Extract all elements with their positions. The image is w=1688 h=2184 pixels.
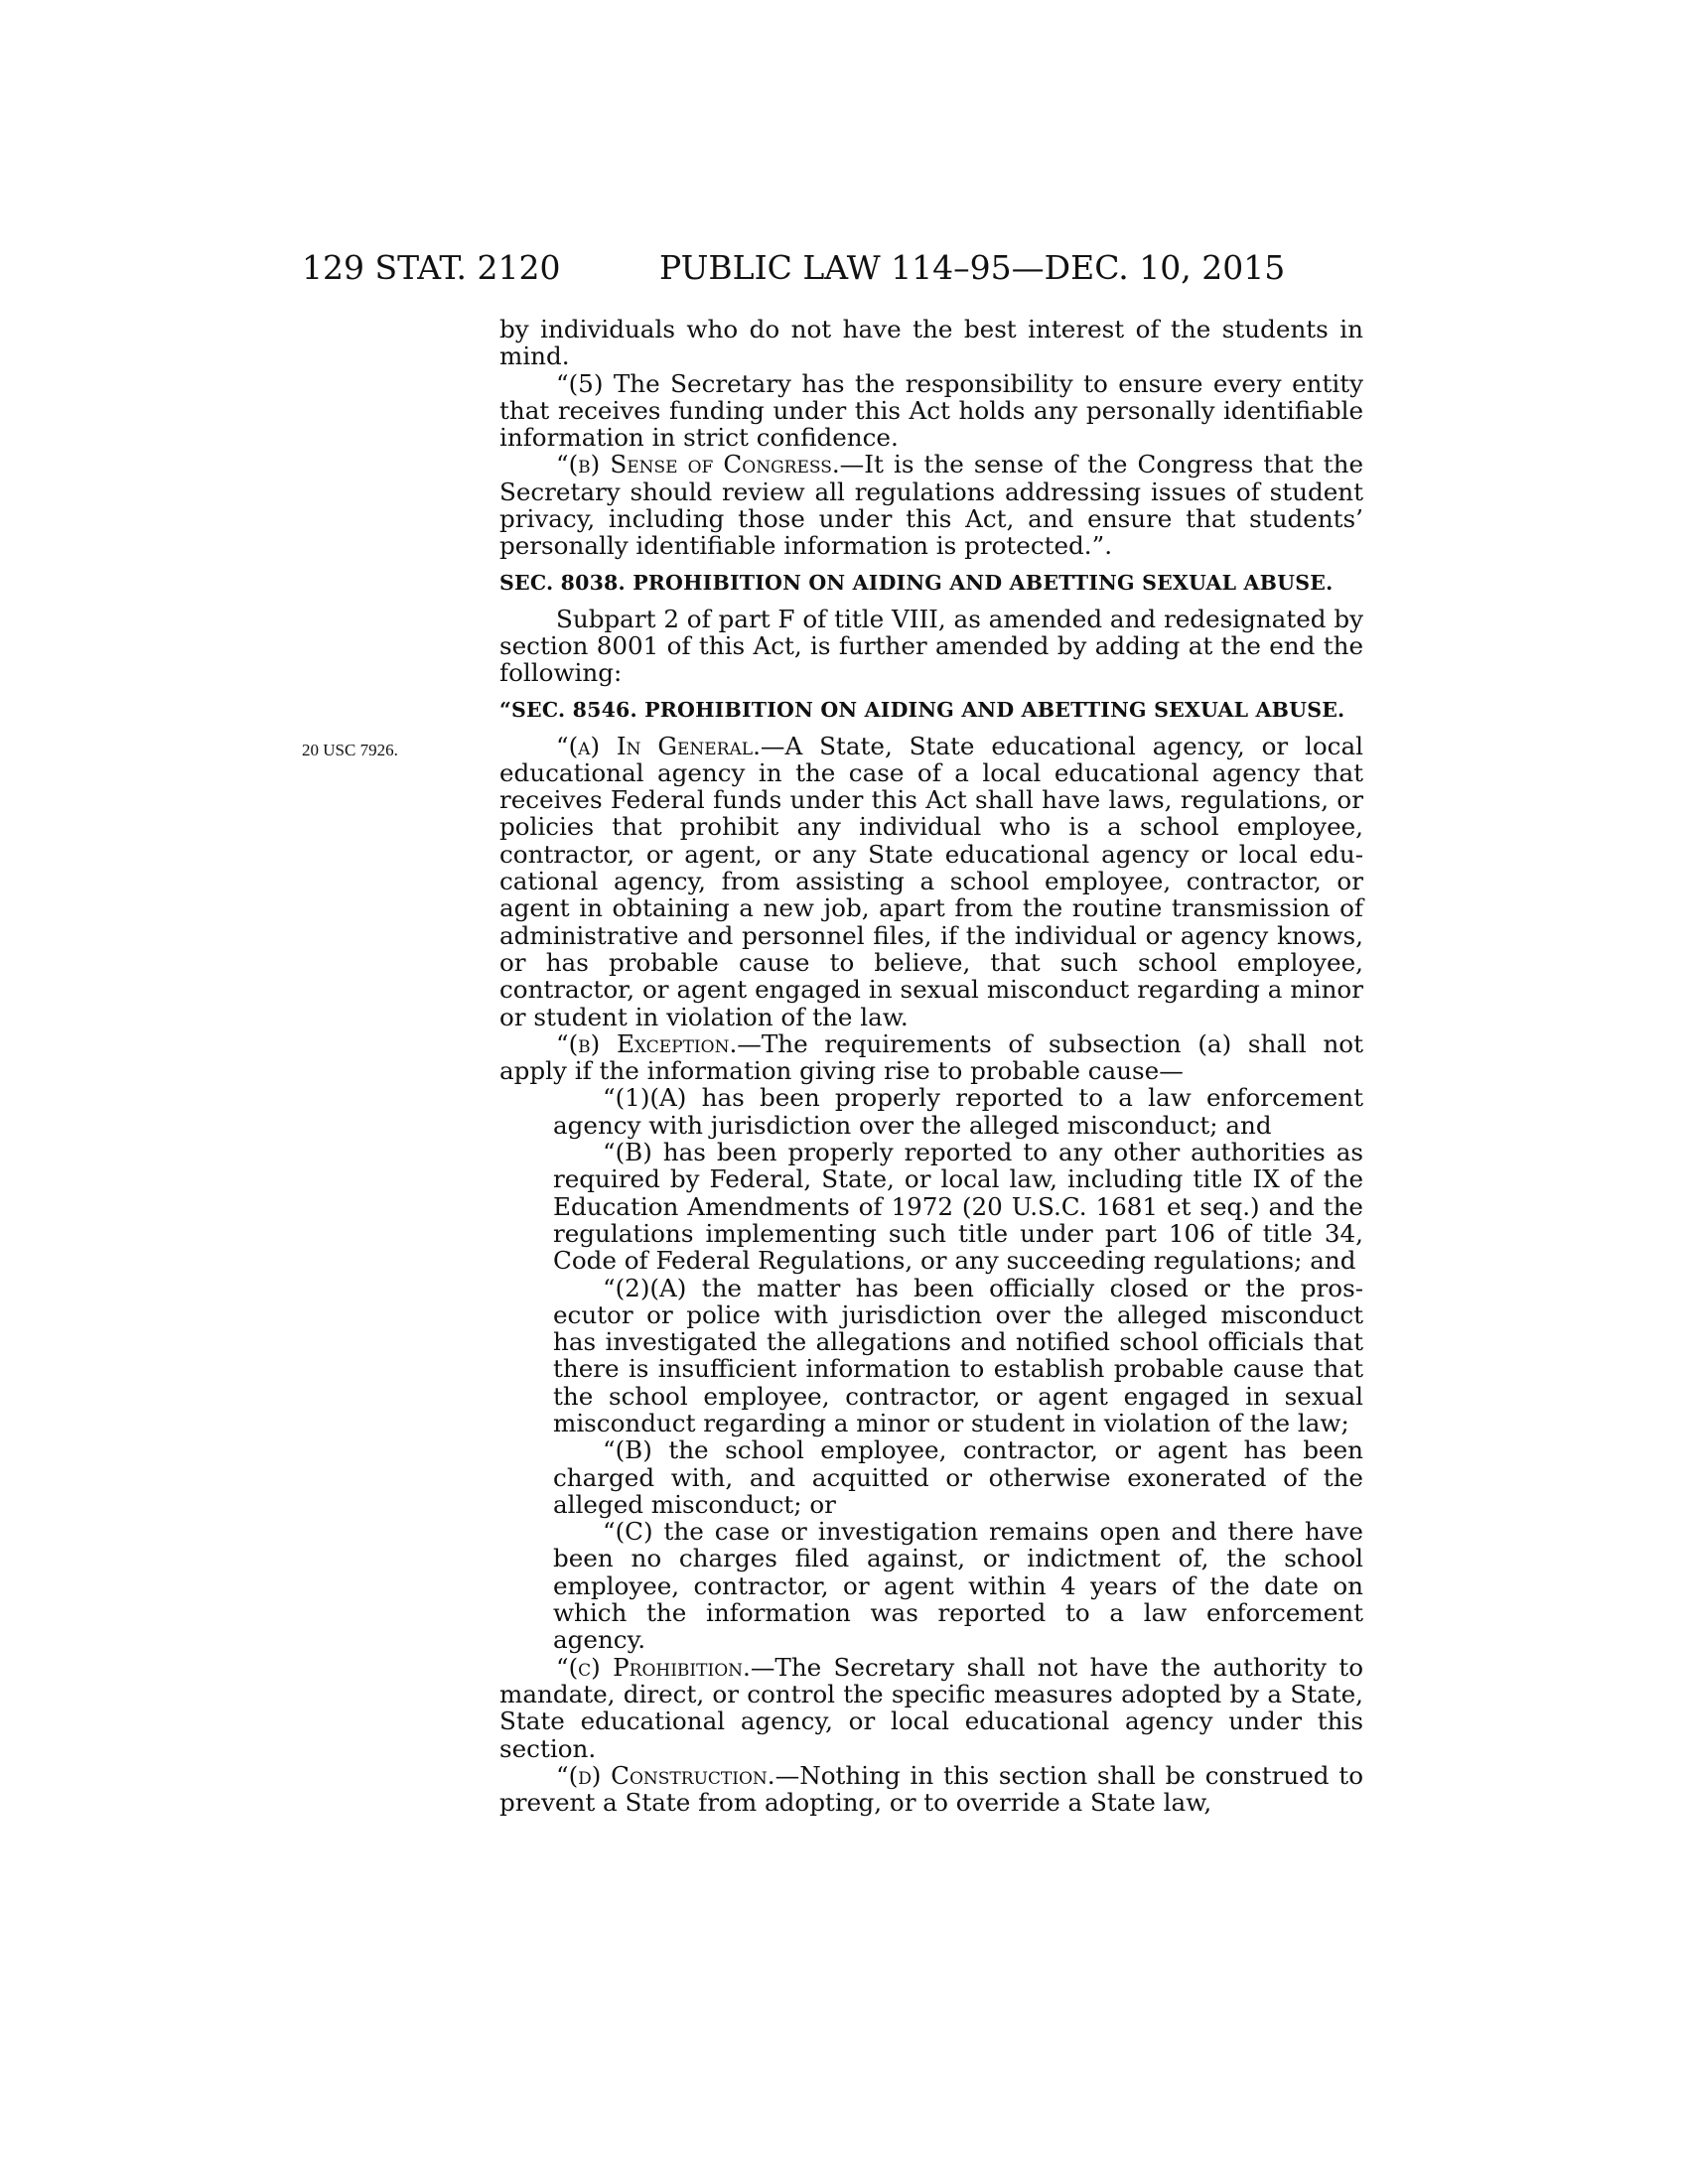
subsection-heading: “(c) Prohibition.: [556, 1652, 751, 1682]
stat-reference: 129 STAT. 2120: [302, 248, 561, 287]
paragraph: [499, 451, 1363, 559]
clause: “(B) has been properly reported to any other authorities as required by Federal, State, or local law, including title IX of the Education Amendments of 1972 (20 U.S.C. 1681 et seq.) and the regulations implementing such title under part 106 of title 34, Code of Federal Regulations, or any succeeding regulations; and: [553, 1138, 1363, 1276]
paragraph: [499, 1654, 1363, 1762]
paragraph: by individuals who do not have the best interest of the students in mind.: [499, 315, 1363, 371]
paragraph: [499, 733, 1363, 1030]
statute-text: [499, 316, 1363, 1816]
subsection-text: —It is the sense of the Congress that the Secretary should review all regulations addressing issues of student privacy, including those under this Act, and ensure that students’ personally identifiable information is protected.”.: [499, 450, 1363, 561]
subsection-text: —The requirements of subsection (a) shall not apply if the information giving rise to probable cause—: [499, 1028, 1363, 1086]
page-header: [302, 244, 1374, 292]
paragraph: Subpart 2 of part F of title VIII, as amended and redesignated by section 8001 of this Act, is further amended by adding at the end the following:: [499, 604, 1363, 688]
subsection-heading: “(d) Construction.: [556, 1760, 775, 1790]
subsection-heading: “(b) Exception.: [556, 1028, 738, 1058]
paragraph: “(5) The Secretary has the responsibility to ensure every entity that receives funding under this Act holds any personally identifiable information in strict confidence.: [499, 368, 1363, 453]
margin-citation: 20 USC 7926.: [302, 741, 398, 759]
paragraph: [499, 1030, 1363, 1085]
subsection-text: —The Secretary shall not have the authority to mandate, direct, or control the specific measures adopted by a State, State educational agency, or local educational agency under this section.: [499, 1652, 1363, 1763]
subsection-text: —Nothing in this section shall be construed to prevent a State from adopting, or to override a State law,: [499, 1760, 1364, 1818]
section-heading: “SEC. 8546. PROHIBITION ON AIDING AND ABETTING SEXUAL ABUSE.: [499, 697, 1345, 722]
paragraph: [499, 1762, 1363, 1817]
subsection-heading: “(b) Sense of Congress.: [556, 450, 840, 479]
subsection-heading: “(a) In General.: [556, 731, 761, 760]
clause: “(1)(A) has been properly reported to a law enforcement agency with jurisdiction over the alleged misconduct; and: [553, 1083, 1363, 1140]
subsection-text: —A State, State educational agency, or local educational agency in the case of a local educational agency that receives Federal funds under this Act shall have laws, regulations, or policies that prohibit any individual who is a school employee, contractor, or agent, or any State educational agency or local educational agency, from assisting a school employee, contractor, or agent in obtaining a new job, apart from the routine transmission of administrative and personnel files, if the individual or agency knows, or has probable cause to believe, that such school employee, contractor, or agent engaged in sexual misconduct regarding a minor or student in violation of the law.: [499, 731, 1363, 1031]
clause: “(2)(A) the matter has been officially closed or the prosecutor or police with jurisdiction over the alleged misconduct has investigated the allegations and notified school officials that there is insufficient information to establish probable cause that the school employee, contractor, or agent engaged in sexual misconduct regarding a minor or student in violation of the law;: [553, 1273, 1363, 1437]
law-title: PUBLIC LAW 114–95—DEC. 10, 2015: [659, 248, 1286, 287]
clause: “(B) the school employee, contractor, or agent has been charged with, and acquitted or otherwise exonerated of the alleged misconduct; or: [553, 1435, 1363, 1519]
clause: “(C) the case or investigation remains open and there have been no charges filed against, or indictment of, the school employee, contractor, or agent within 4 years of the date on which the information was reported to a law enforcement agency.: [553, 1517, 1363, 1655]
section-heading: SEC. 8038. PROHIBITION ON AIDING AND ABETTING SEXUAL ABUSE.: [499, 570, 1334, 595]
